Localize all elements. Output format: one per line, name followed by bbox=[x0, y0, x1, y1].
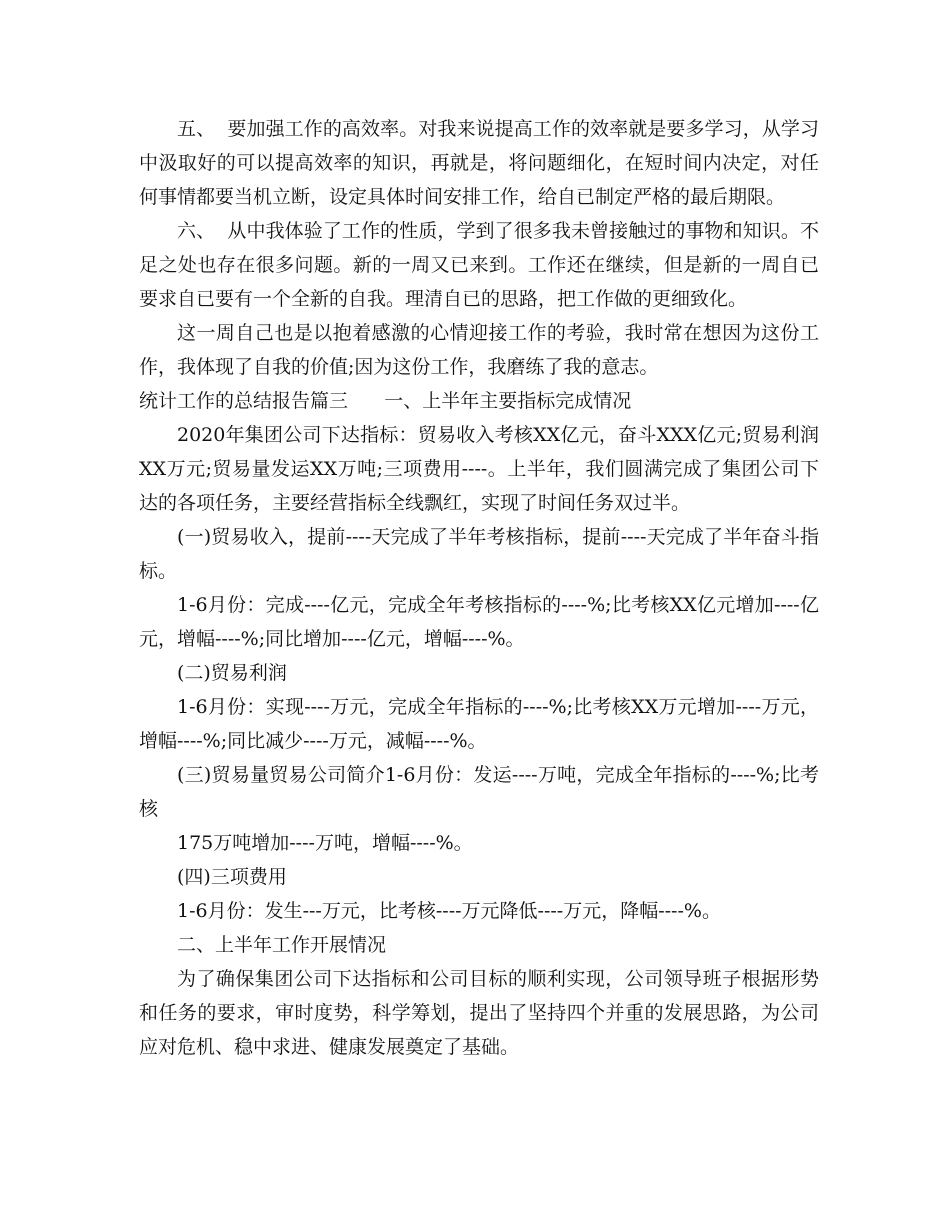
paragraph-gratitude: 这一周自己也是以抱着感激的心情迎接工作的考验，我时常在想因为这份工作，我体现了自我的价值;因为这份工作，我磨练了我的意志。 bbox=[139, 322, 819, 378]
paragraph-trade-volume: (三)贸易量贸易公司简介1-6月份：发运----万吨，完成全年指标的----%;比考核 bbox=[139, 764, 819, 820]
subheading-trade-profit: (二)贸易利润 bbox=[177, 662, 287, 684]
paragraph-section-six: 六、 从中我体验了工作的性质，学到了很多我未曾接触过的事物和知识。不足之处也存在很多问题。新的一周又已来到。工作还在继续，但是新的一周自已要求自已要有一个全新的自我。理清自已的思路，把工作做的更细致化。 bbox=[139, 220, 819, 310]
paragraph-section-five: 五、 要加强工作的高效率。对我来说提高工作的效率就是要多学习，从学习中汲取好的可以提高效率的知识，再就是，将问题细化，在短时间内决定，对任何事情都要当机立断，设定具体时间安排工作，给自已制定严格的最后期限。 bbox=[139, 118, 819, 208]
paragraph-targets: 2020年集团公司下达指标：贸易收入考核XX亿元，奋斗XXX亿元;贸易利润XX万元;贸易量发运XX万吨;三项费用----。上半年，我们圆满完成了集团公司下达的各项任务，主要经营指标全线飘红，实现了时间任务双过半。 bbox=[139, 424, 819, 514]
paragraph-income-details: 1-6月份：完成----亿元，完成全年考核指标的----%;比考核XX亿元增加----亿元，增幅----%;同比增加----亿元，增幅----%。 bbox=[139, 594, 819, 650]
document-page bbox=[139, 112, 819, 1064]
paragraph-trade-income: (一)贸易收入，提前----天完成了半年考核指标，提前----天完成了半年奋斗指标。 bbox=[139, 526, 819, 582]
paragraph-expense-details: 1-6月份：发生---万元，比考核----万元降低----万元，降幅----%。 bbox=[177, 900, 721, 922]
subheading-three-expenses: (四)三项费用 bbox=[177, 866, 287, 888]
section-heading-work-progress: 二、上半年工作开展情况 bbox=[177, 934, 387, 956]
paragraph-profit-details: 1-6月份：实现----万元，完成全年指标的----%;比考核XX万元增加----万元，增幅----%;同比减少----万元，减幅----%。 bbox=[139, 696, 819, 752]
section-heading-part-three: 统计工作的总结报告篇三 一、上半年主要指标完成情况 bbox=[139, 390, 632, 412]
paragraph-volume-details: 175万吨增加----万吨，增幅----%。 bbox=[177, 832, 473, 854]
paragraph-development-strategy: 为了确保集团公司下达指标和公司目标的顺利实现，公司领导班子根据形势和任务的要求，审时度势，科学筹划，提出了坚持四个并重的发展思路，为公司应对危机、稳中求进、健康发展奠定了基础。 bbox=[139, 968, 819, 1058]
